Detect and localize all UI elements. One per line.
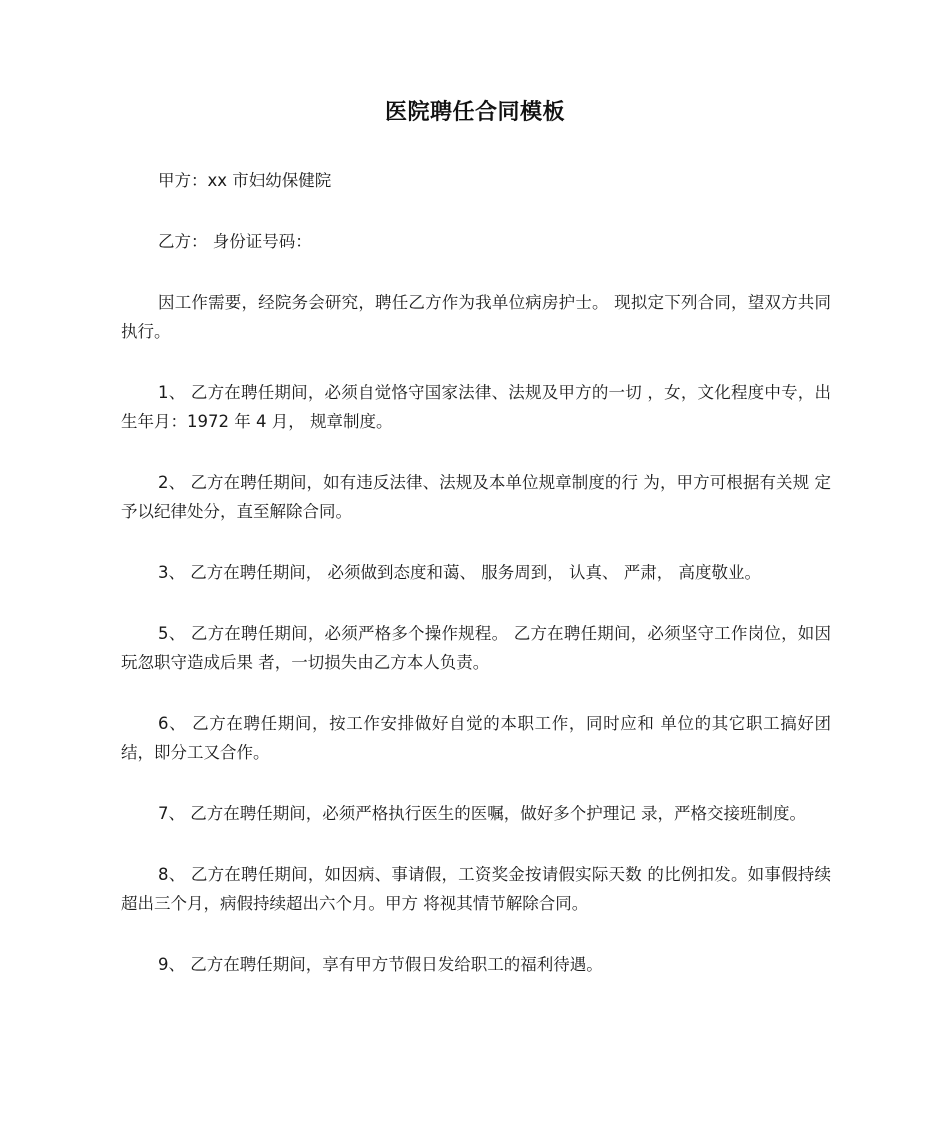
clause-6: 6、 乙方在聘任期间，按工作安排做好自觉的本职工作，同时应和 单位的其它职工搞好团结，即分工又合作。 bbox=[121, 714, 831, 762]
intro-paragraph: 因工作需要，经院务会研究，聘任乙方作为我单位病房护士。 现拟定下列合同，望双方共同执行。 bbox=[121, 293, 831, 341]
clause-1: 1、 乙方在聘任期间，必须自觉恪守国家法律、法规及甲方的一切 ，女，文化程度中专，出生年月：1972 年 4 月， 规章制度。 bbox=[121, 383, 831, 431]
clause-3: 3、 乙方在聘任期间， 必须做到态度和蔼、 服务周到， 认真、 严肃， 高度敬业。 bbox=[158, 563, 761, 582]
clause-8: 8、 乙方在聘任期间，如因病、事请假，工资奖金按请假实际天数 的比例扣发。如事假持续超出三个月，病假持续超出六个月。甲方 将视其情节解除合同。 bbox=[121, 865, 831, 913]
party-a-line: 甲方：xx 市妇幼保健院 bbox=[158, 171, 332, 190]
clause-9: 9、 乙方在聘任期间，享有甲方节假日发给职工的福利待遇。 bbox=[158, 955, 603, 974]
party-b-line: 乙方： 身份证号码： bbox=[158, 232, 312, 251]
document-title: 医院聘任合同模板 bbox=[384, 100, 565, 125]
document-body bbox=[121, 166, 831, 979]
clause-5: 5、 乙方在聘任期间，必须严格多个操作规程。 乙方在聘任期间，必须坚守工作岗位，如因玩忽职守造成后果 者，一切损失由乙方本人负责。 bbox=[121, 624, 831, 672]
clause-7: 7、 乙方在聘任期间，必须严格执行医生的医嘱，做好多个护理记 录，严格交接班制度。 bbox=[158, 804, 806, 823]
clause-2: 2、 乙方在聘任期间，如有违反法律、法规及本单位规章制度的行 为，甲方可根据有关规 定予以纪律处分，直至解除合同。 bbox=[121, 473, 831, 521]
